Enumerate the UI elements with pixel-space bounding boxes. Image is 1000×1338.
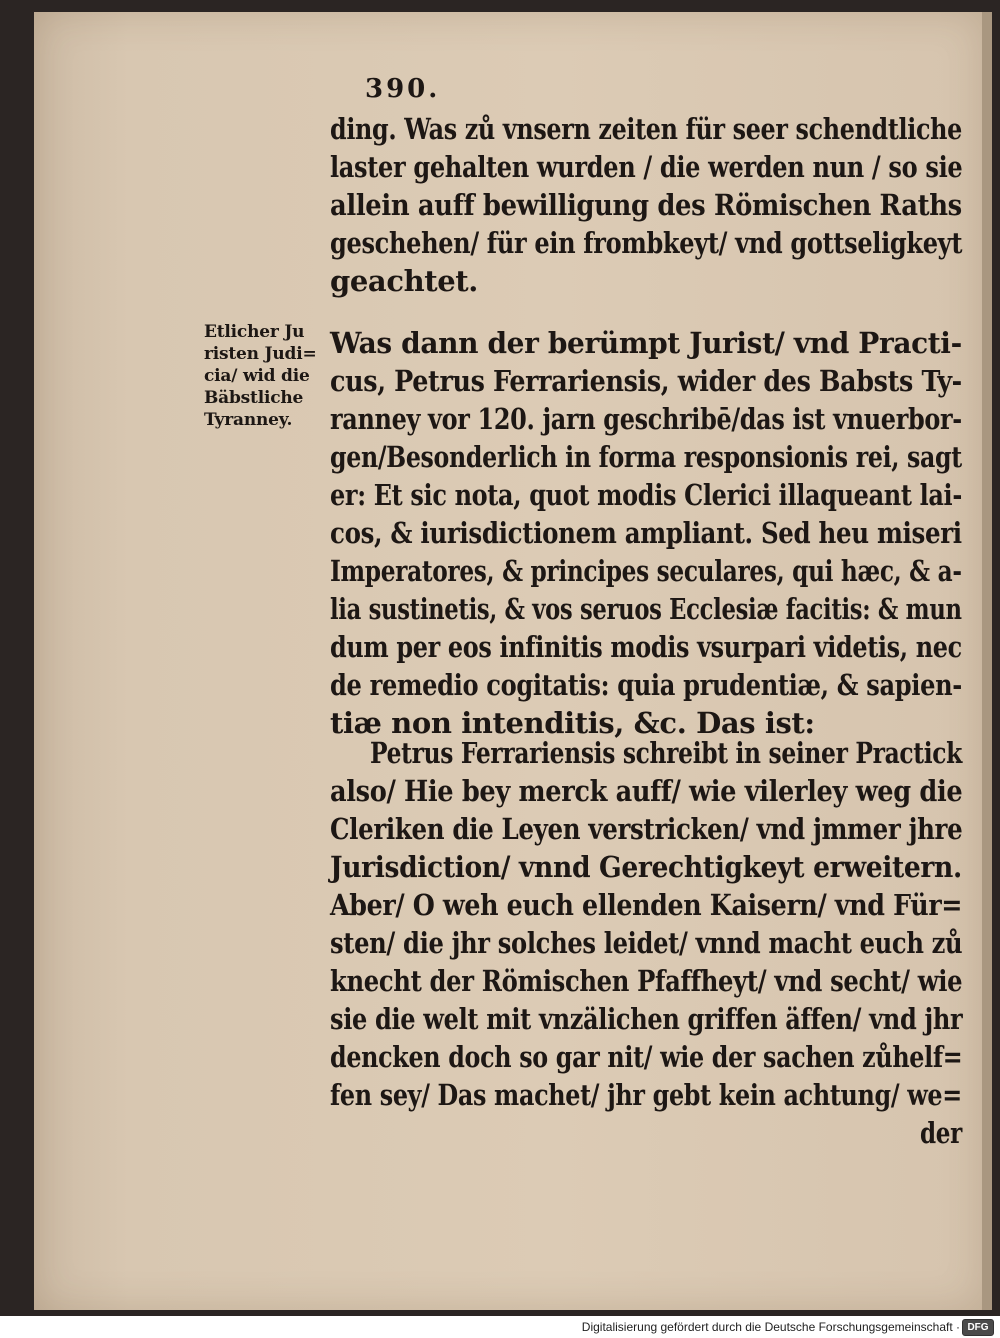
- text-line: fen sey/ Das machet/ jhr gebt kein achtung/ we=: [330, 1078, 962, 1112]
- text-line: also/ Hie bey merck auff/ wie vilerley weg die: [330, 774, 963, 808]
- marginal-note-line: Bäbstliche: [204, 388, 304, 408]
- text-line: geachtet.: [330, 264, 478, 298]
- text-line: dencken doch so gar nit/ wie der sachen zůhelf=: [330, 1040, 963, 1074]
- text-line: knecht der Römischen Pfaffheyt/ vnd secht/ wie: [330, 964, 963, 998]
- text-line: cus, Petrus Ferrariensis, wider des Babsts Ty-: [330, 364, 962, 398]
- text-line: Cleriken die Leyen verstricken/ vnd jmmer jhre: [330, 812, 963, 846]
- text-line: cos, & iurisdictionem ampliant. Sed heu miseri: [330, 516, 962, 550]
- dfg-logo: DFG: [962, 1319, 994, 1336]
- text-line: tiæ non intenditis, &c. Das ist:: [330, 706, 815, 740]
- text-line: Was dann der berümpt Jurist/ vnd Practi-: [330, 326, 962, 360]
- page-edge: [982, 12, 992, 1310]
- text-line: Petrus Ferrariensis schreibt in seiner Practick: [370, 736, 963, 770]
- text-line: geschehen/ für ein frombkeyt/ vnd gottseligkeyt: [330, 226, 963, 260]
- page-number: 390.: [365, 74, 441, 104]
- text-line: Aber/ O weh euch ellenden Kaisern/ vnd Für=: [330, 888, 963, 922]
- text-line: dum per eos infinitis modis vsurpari videtis, nec: [330, 630, 962, 664]
- marginal-note-line: Tyranney.: [204, 410, 293, 430]
- marginal-note-line: risten Judi=: [204, 344, 317, 364]
- text-line: er: Et sic nota, quot modis Clerici illaqueant lai-: [330, 478, 962, 512]
- funding-notice: Digitalisierung gefördert durch die Deutsche Forschungsgemeinschaft ·: [581, 1320, 960, 1334]
- text-line: allein auff bewilligung des Römischen Raths: [330, 188, 962, 222]
- text-line: gen/Besonderlich in forma responsionis rei, sagt: [330, 440, 962, 474]
- text-line: ranney vor 120. jarn geschribē/das ist vnuerbor-: [330, 402, 962, 436]
- text-line: Imperatores, & principes seculares, qui hæc, & a-: [330, 554, 962, 588]
- text-line: laster gehalten wurden / die werden nun / so sie: [330, 150, 963, 184]
- text-line: de remedio cogitatis: quia prudentiæ, & sapien-: [330, 668, 962, 702]
- marginal-note-line: Etlicher Ju: [204, 322, 305, 342]
- footer-bar: [0, 1316, 1000, 1338]
- marginal-note-line: cia/ wid die: [204, 366, 310, 386]
- text-line: sten/ die jhr solches leidet/ vnnd macht euch zů: [330, 926, 963, 960]
- text-line: lia sustinetis, & vos seruos Ecclesiæ facitis: & mun: [330, 592, 962, 626]
- text-line: der: [920, 1116, 962, 1150]
- text-line: sie die welt mit vnzälichen griffen äffen/ vnd jhr: [330, 1002, 963, 1036]
- text-line: ding. Was zů vnsern zeiten für seer schendtliche: [330, 112, 962, 146]
- text-line: Jurisdiction/ vnnd Gerechtigkeyt erweitern.: [330, 850, 962, 884]
